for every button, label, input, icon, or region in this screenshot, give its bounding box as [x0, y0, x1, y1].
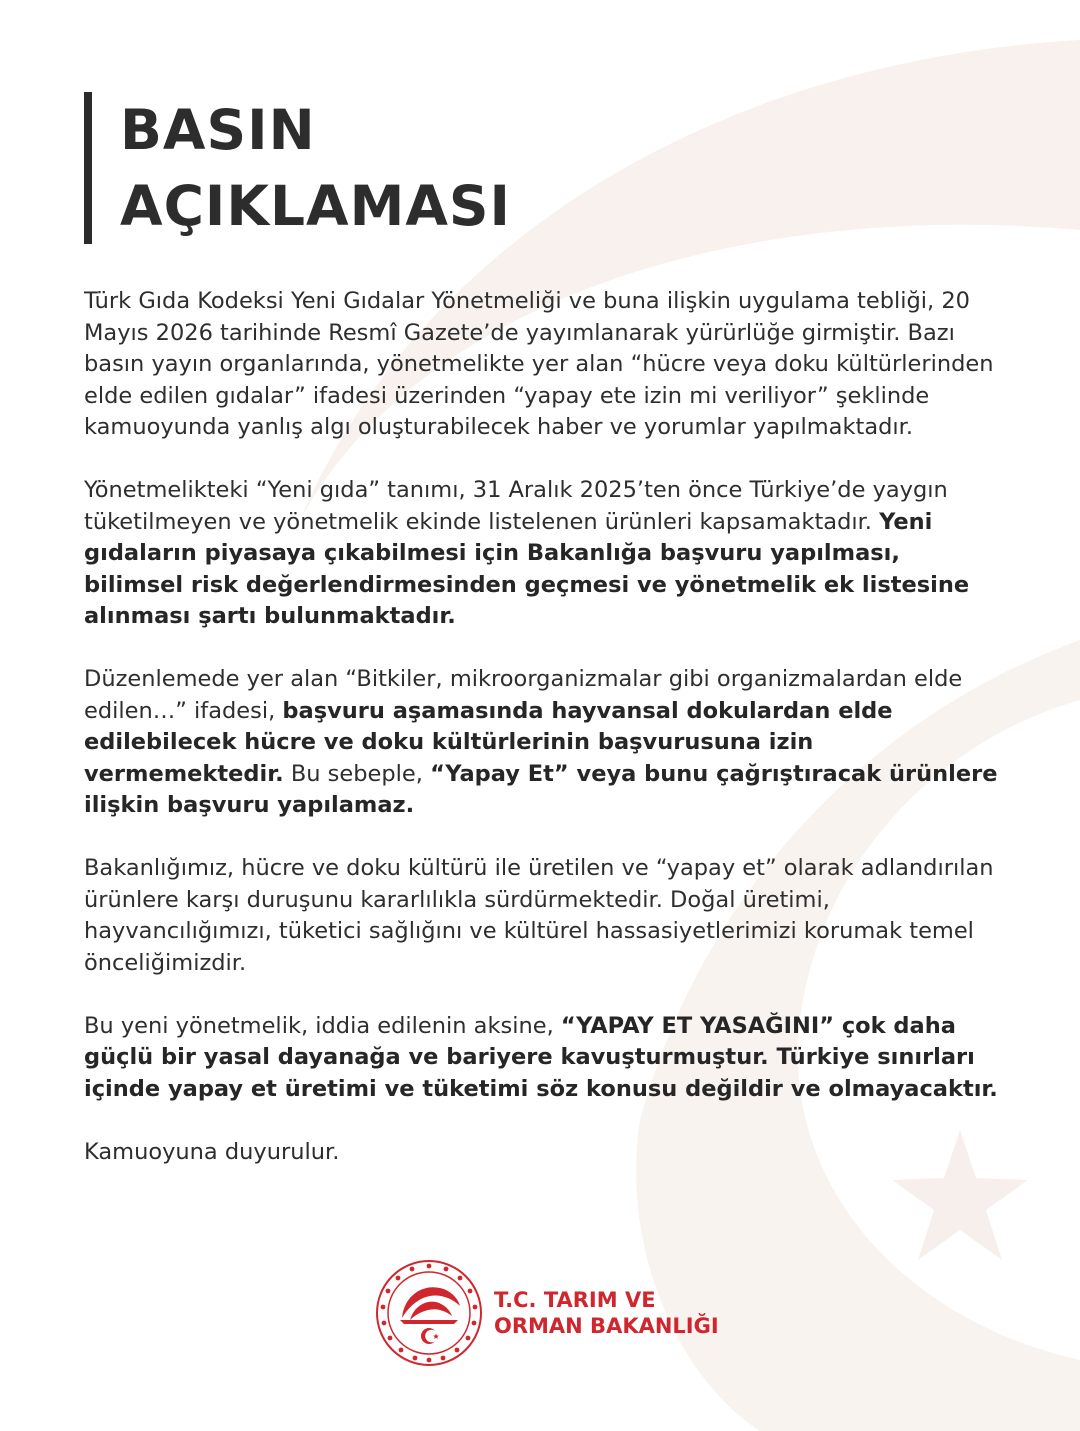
paragraph-4-text: Bakanlığımız, hücre ve doku kültürü ile üretilen ve “yapay et” olarak adlandırılan ürünlere karşı duruşunu kararlılıkla sürdürmektedir. Doğal üretimi, hayvancılığımızı, tüketici sağlığını ve kültürel hassasiyetlerimizi korumak temel önceliğimizdir. [84, 855, 994, 976]
title-accent-bar [84, 92, 92, 244]
paragraph-3-emphasis-b: “Yapay Et” veya bunu çağrıştıracak ürünlere ilişkin başvuru yapılamaz. [84, 760, 998, 818]
ministry-name [494, 1287, 719, 1339]
ministry-logo [374, 1258, 719, 1368]
paragraph-5-text: Bu yeni yönetmelik, iddia edilenin aksine, [84, 1012, 554, 1039]
closing-line: Kamuoyuna duyurulur. [84, 1138, 340, 1165]
paragraph-3 [84, 664, 1004, 822]
title-line-2: AÇIKLAMASI [120, 174, 511, 238]
title-block [84, 92, 511, 244]
paragraph-3-text-a: Düzenlemede yer alan “Bitkiler, mikroorganizmalar gibi organizmalardan elde edilen…” ifadesi, [84, 666, 963, 724]
paragraph-3-emphasis-a: başvuru aşamasında hayvansal dokulardan elde edilebilecek hücre ve doku kültürlerinin başvurusuna izin vermemektedir. [84, 697, 893, 787]
paragraph-1 [84, 286, 1004, 444]
paragraph-3-text-b: Bu sebeple, [290, 760, 423, 787]
paragraph-2-text: Yönetmelikteki “Yeni gıda” tanımı, 31 Aralık 2025’ten önce Türkiye’de yaygın tüketilmeyen ve yönetmelik ekinde listelenen ürünleri kapsamaktadır. [84, 477, 948, 535]
paragraph-1-text: Türk Gıda Kodeksi Yeni Gıdalar Yönetmeliği ve buna ilişkin uygulama tebliği, 20 Mayıs 2026 tarihinde Resmî Gazete’de yayımlanarak yürürlüğe girmiştir. Bazı basın yayın organlarında, yönetmelikte yer alan “hücre veya doku kültürlerinden elde edilen gıdalar” ifadesi üzerinden “yapay ete izin mi veriliyor” şeklinde kamuoyunda yanlış algı oluşturabilecek haber ve yorumlar yapılmaktadır. [84, 288, 994, 440]
paragraph-6 [84, 1137, 1004, 1169]
paragraph-5 [84, 1011, 1004, 1106]
title-line-1: BASIN [120, 98, 316, 162]
paragraph-2 [84, 475, 1004, 633]
paragraph-4 [84, 853, 1004, 979]
page-title [120, 92, 511, 244]
ministry-seal-icon [374, 1258, 484, 1368]
statement-body [84, 286, 1004, 1200]
ministry-name-line-2: ORMAN BAKANLIĞI [494, 1314, 719, 1338]
paragraph-2-emphasis: Yeni gıdaların piyasaya çıkabilmesi için Bakanlığa başvuru yapılması, bilimsel risk değerlendirmesinden geçmesi ve yönetmelik ek listesine alınması şartı bulunmaktadır. [84, 508, 970, 629]
ministry-name-line-1: T.C. TARIM VE [494, 1288, 656, 1312]
paragraph-5-emphasis: “YAPAY ET YASAĞINI” çok daha güçlü bir yasal dayanağa ve bariyere kavuşturmuştur. Türkiye sınırları içinde yapay et üretimi ve tüketimi söz konusu değildir ve olmayacaktır. [84, 1012, 998, 1102]
